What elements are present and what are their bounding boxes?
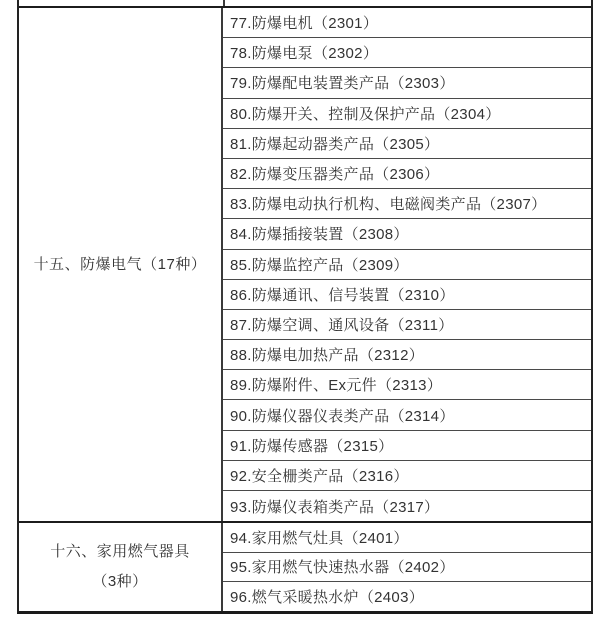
category-label: 十六、家用燃气器具 [50,543,190,561]
table-row [223,523,591,552]
item-label: 94.家用燃气灶具（2401） [230,529,409,547]
table-row [223,99,591,129]
item-label: 83.防爆电动执行机构、电磁阀类产品（2307） [230,196,547,214]
category-label: 十五、防爆电气（17种） [33,255,207,273]
category-table [17,0,593,614]
item-label: 77.防爆电机（2301） [230,15,379,33]
category-cell [19,523,223,611]
column-divider [223,0,225,6]
table-row [223,431,591,461]
category-cell [19,8,223,521]
item-label: 92.安全栅类产品（2316） [230,467,409,485]
table-row [223,68,591,98]
table-row [223,400,591,430]
item-label: 79.防爆配电装置类产品（2303） [230,75,455,93]
item-label: 96.燃气采暖热水炉（2403） [230,589,425,607]
item-label: 85.防爆监控产品（2309） [230,256,409,274]
table-row [223,553,591,582]
item-label: 84.防爆插接装置（2308） [230,226,409,244]
top-partial-row [19,0,591,6]
table-body [19,6,591,611]
table-row [223,159,591,189]
table-row [223,219,591,249]
table-row [223,8,591,38]
table-row [223,250,591,280]
table-row [223,340,591,370]
table-row [223,38,591,68]
item-label: 93.防爆仪表箱类产品（2317） [230,498,440,516]
table-row [223,370,591,400]
item-label: 80.防爆开关、控制及保护产品（2304） [230,105,501,123]
table-row [223,310,591,340]
table-row [223,129,591,159]
item-label: 90.防爆仪器仪表类产品（2314） [230,407,455,425]
item-label: 86.防爆通讯、信号装置（2310） [230,286,455,304]
item-label: 95.家用燃气快速热水器（2402） [230,559,455,577]
table-row [223,491,591,521]
table-row [223,189,591,219]
table-section [19,8,591,521]
item-label: 81.防爆起动器类产品（2305） [230,135,440,153]
table-row [223,280,591,310]
item-label: 91.防爆传感器（2315） [230,437,394,455]
item-label: 87.防爆空调、通风设备（2311） [230,316,454,334]
items-column [223,523,591,611]
table-row [223,461,591,491]
item-label: 88.防爆电加热产品（2312） [230,347,425,365]
table-row [223,582,591,611]
item-label: 82.防爆变压器类产品（2306） [230,166,440,184]
table-section [19,523,591,611]
category-label: （3种） [92,573,148,591]
item-label: 89.防爆附件、Ex元件（2313） [230,377,443,395]
item-label: 78.防爆电泵（2302） [230,45,379,63]
items-column [223,8,591,521]
